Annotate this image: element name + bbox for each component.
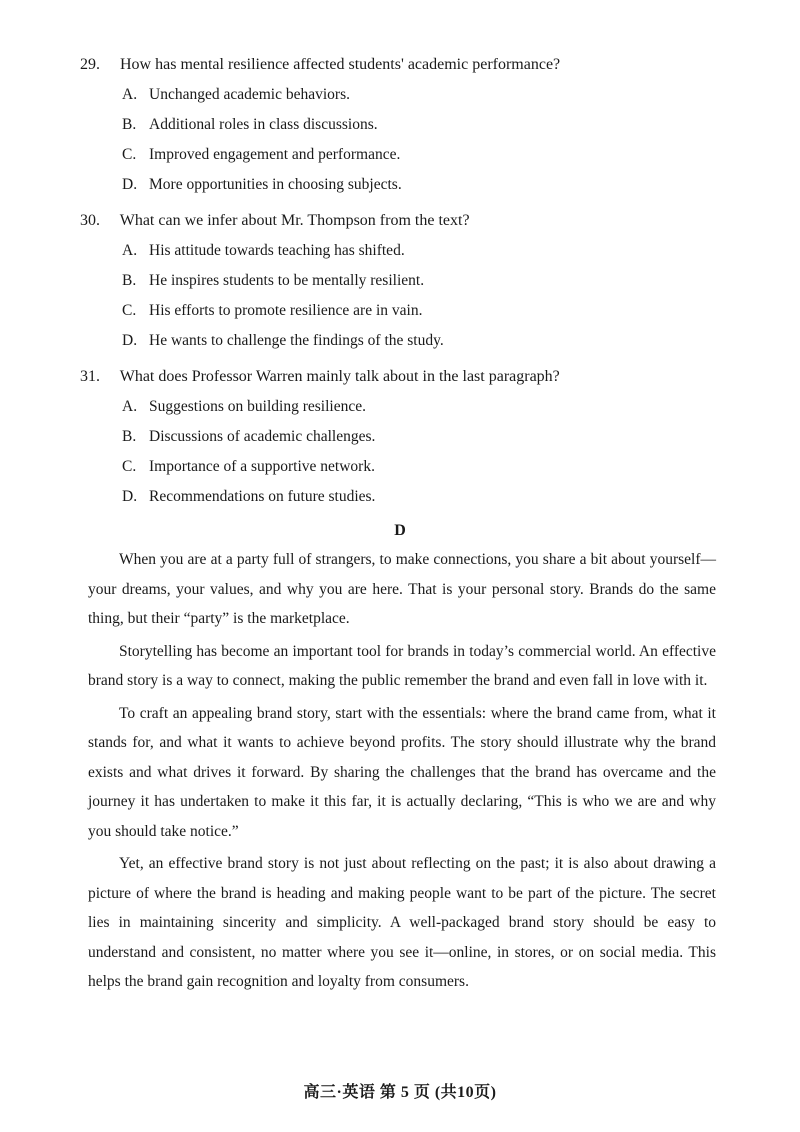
question-number: 30. [80, 212, 100, 229]
option-list [80, 236, 740, 356]
question-list [80, 50, 740, 518]
option-letter: D. [122, 176, 138, 193]
option-text: Discussions of academic challenges. [149, 428, 376, 445]
option-text: Suggestions on building resilience. [149, 398, 366, 415]
section-heading: D [394, 522, 406, 539]
question-text: What can we infer about Mr. Thompson from the text? [119, 212, 470, 229]
option-c [122, 452, 740, 482]
question-stem [80, 206, 740, 236]
option-b [122, 422, 740, 452]
option-text: Additional roles in class discussions. [149, 116, 378, 133]
option-letter: A. [122, 242, 138, 259]
option-letter: C. [122, 458, 137, 475]
option-c [122, 140, 740, 170]
option-letter: C. [122, 302, 137, 319]
page-footer: 高三·英语 第 5 页 (共10页) [303, 1084, 497, 1101]
option-text: Unchanged academic behaviors. [149, 86, 350, 103]
option-d [122, 170, 740, 200]
option-a [122, 392, 740, 422]
passage-paragraph: When you are at a party full of strangers, to make connections, you share a bit about yourself—your dreams, your values, and why you are here. That is your personal story. Brands do the same thing, but their “party” is the marketplace. [88, 551, 716, 627]
option-text: He wants to challenge the findings of the study. [149, 332, 444, 349]
option-b [122, 110, 740, 140]
option-letter: A. [122, 398, 138, 415]
option-letter: B. [122, 428, 137, 445]
option-a [122, 80, 740, 110]
option-text: He inspires students to be mentally resilient. [149, 272, 425, 289]
option-text: More opportunities in choosing subjects. [149, 176, 402, 193]
option-letter: C. [122, 146, 137, 163]
question-number: 31. [80, 368, 100, 385]
question-30 [80, 206, 740, 356]
option-d [122, 482, 740, 512]
option-letter: B. [122, 116, 137, 133]
option-d [122, 326, 740, 356]
reading-passage [88, 545, 716, 1000]
option-text: Improved engagement and performance. [149, 146, 401, 163]
question-31 [80, 362, 740, 512]
option-list [80, 392, 740, 512]
passage-paragraph: To craft an appealing brand story, start with the essentials: where the brand came from, what it stands for, and what it wants to achieve beyond profits. The story should illustrate why the brand exists and what drives it forward. By sharing the challenges that the brand has overcame and the journey it has undertaken to make it this far, it is actually declaring, “This is who we are and why you should take notice.” [88, 704, 716, 840]
option-b [122, 266, 740, 296]
question-29 [80, 50, 740, 200]
option-text: His efforts to promote resilience are in vain. [149, 302, 423, 319]
option-letter: D. [122, 332, 138, 349]
option-text: Recommendations on future studies. [149, 488, 376, 505]
question-number: 29. [80, 56, 100, 73]
passage-paragraph: Yet, an effective brand story is not just about reflecting on the past; it is also about drawing a picture of where the brand is heading and making people want to be part of the picture. The secret lies in maintaining sincerity and simplicity. A well-packaged brand story should be easy to understand and consistent, no matter where you see it—online, in stores, or on social media. This helps the brand gain recognition and loyalty from consumers. [88, 855, 716, 990]
option-letter: D. [122, 488, 138, 505]
option-letter: A. [122, 86, 138, 103]
passage-paragraph: Storytelling has become an important tool for brands in today’s commercial world. An effective brand story is a way to connect, making the public remember the brand and even fall in love with it. [88, 642, 716, 689]
question-stem [80, 362, 740, 392]
question-text: What does Professor Warren mainly talk about in the last paragraph? [119, 368, 560, 385]
option-c [122, 296, 740, 326]
option-letter: B. [122, 272, 137, 289]
question-stem [80, 50, 740, 80]
option-list [80, 80, 740, 200]
option-text: His attitude towards teaching has shifted. [149, 242, 405, 259]
question-text: How has mental resilience affected students' academic performance? [120, 56, 561, 73]
option-text: Importance of a supportive network. [149, 458, 375, 475]
option-a [122, 236, 740, 266]
